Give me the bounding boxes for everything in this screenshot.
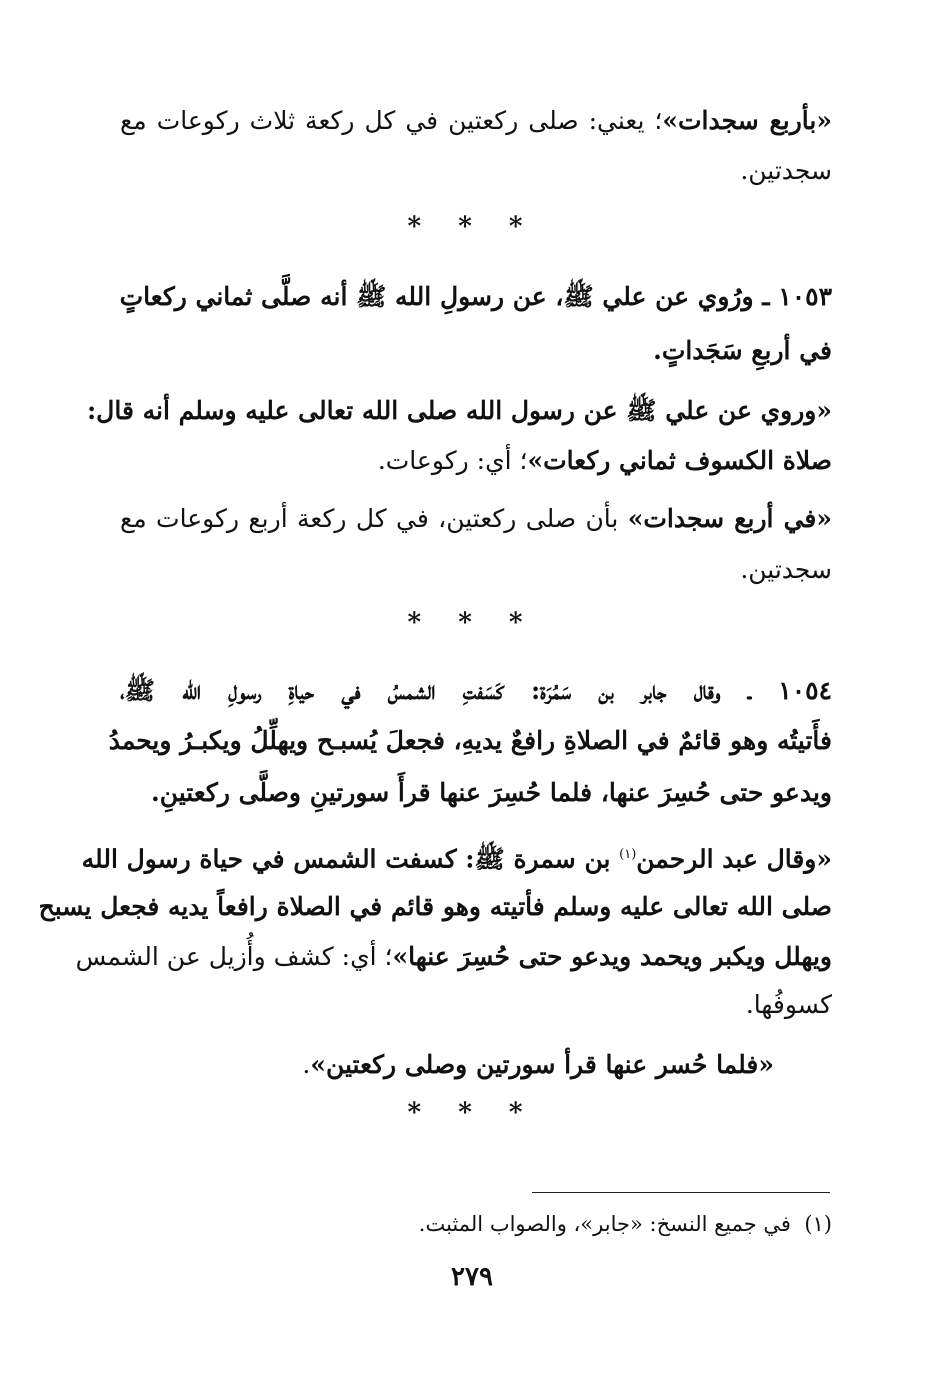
page-number: ٢٧٩ xyxy=(451,1262,493,1292)
quoted-text: صلاة الكسوف ثماني ركعات» xyxy=(527,446,832,475)
footnote-ref: (١) xyxy=(619,847,637,862)
footnote-divider xyxy=(532,1192,830,1193)
commentary-line: سجدتين. xyxy=(740,156,832,185)
section-separator: * * * xyxy=(407,1098,537,1128)
hadith-1054-line: فأَتيتُه وهو قائمٌ في الصلاةِ رافعٌ يديهِ، فجعلَ يُسبـح ويهلِّلُ ويكبـرُ ويحمدُ xyxy=(108,726,832,755)
quoted-text: ويهلل ويكبر ويحمد ويدعو حتى حُسِرَ عنها» xyxy=(392,942,832,971)
quoted-text: «فلما حُسر عنها قرأ سورتين وصلى ركعتين» xyxy=(310,1050,774,1079)
section-separator: * * * xyxy=(407,212,537,242)
hadith-1053-line: في أربعِ سَجَداتٍ. xyxy=(653,336,832,365)
footnote xyxy=(419,1204,832,1244)
quoted-text: «بأربع سجدات» xyxy=(662,106,832,135)
commentary-line: صلاة الكسوف ثماني ركعات»؛ أي: ركوعات. xyxy=(377,446,832,475)
section-separator: * * * xyxy=(407,608,537,638)
commentary-line: «وروي عن علي ﷺ عن رسول الله صلى الله تعالى عليه وسلم أنه قال: xyxy=(86,396,832,425)
commentary-line: «بأربع سجدات»؛ يعني: صلى ركعتين في كل ركعة ثلاث ركوعات مع xyxy=(120,106,832,135)
commentary-line: كسوفُها. xyxy=(745,990,832,1019)
commentary-line: «فلما حُسر عنها قرأ سورتين وصلى ركعتين». xyxy=(302,1050,774,1079)
hadith-1054-line: ويدعو حتى حُسِرَ عنها، فلما حُسِرَ عنها قرأَ سورتينِ وصلَّى ركعتينِ. xyxy=(151,778,832,807)
commentary-line: «وقال عبد الرحمن$^{(١)}$ بن سمرة ﷺ: كسفت الشمس في حياة رسول الله xyxy=(81,844,832,874)
hadith-1054-line: ١٠٥٤ ـ وقال جابر بن سَمُرَة: كَسَفتِ الشمسُ في حياةِ رسولِ الله ﷺ، xyxy=(120,676,832,705)
commentary-line: ويهلل ويكبر ويحمد ويدعو حتى حُسِرَ عنها»؛ أي: كشف وأُزيل عن الشمس xyxy=(75,942,832,971)
footnote-marker: (١) xyxy=(804,1212,832,1236)
commentary-line: سجدتين. xyxy=(740,555,832,584)
hadith-1053-line: ١٠٥٣ ـ ورُوي عن علي ﷺ، عن رسولِ الله ﷺ أنه صلَّى ثماني ركعاتٍ xyxy=(119,282,832,311)
commentary-line: «في أربع سجدات» بأن صلى ركعتين، في كل ركعة أربع ركوعات مع xyxy=(120,504,832,533)
commentary-line: صلى الله تعالى عليه وسلم فأتيته وهو قائم في الصلاة رافعاً يديه فجعل يسبح xyxy=(38,892,832,921)
quoted-text: «في أربع سجدات» xyxy=(627,504,832,533)
footnote-text: في جميع النسخ: «جابر»، والصواب المثبت. xyxy=(418,1212,791,1236)
